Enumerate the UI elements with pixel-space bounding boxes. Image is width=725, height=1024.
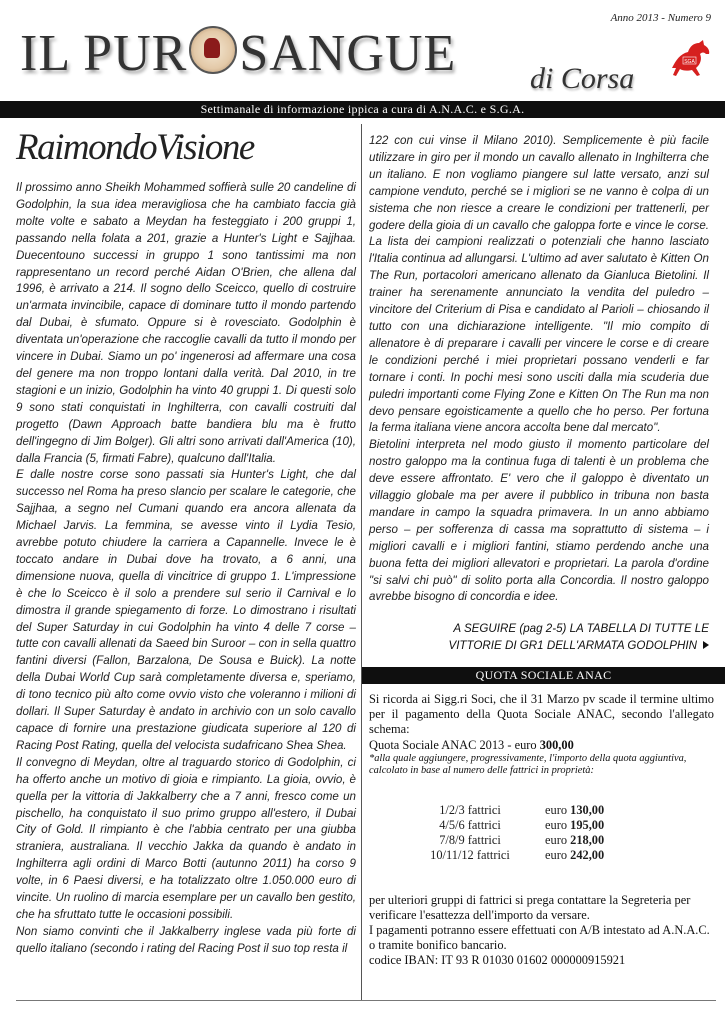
- fee-amount: 130,00: [570, 803, 605, 817]
- fee-currency: euro: [545, 833, 571, 847]
- masthead-subtitle: di Corsa: [530, 62, 635, 95]
- article-paragraph: Il convegno di Meydan, oltre al traguardo storico di Godolphin, ci ha offerto anche un motivo di gioia e rimpianto. La gioia, ovvio, è quella per la vittoria di Jakkalberry che a 7 anni, fresco come un pischello, ha conquistato il suo primo gruppo all'estero, il Dubai City of Gold. Il rimpianto è che l'abbia centrato per una giubba straniera, australiana. Il vecchio Jakka da quando è andato in Inghilterra agli ordini di Marco Botti (autunno 2011) ha corso 9 volte, in 6 Paesi diversi, e ha totalizzato oltre 1.050.000 euro di vincite. Un ruolino di marcia esemplare per un cavallo ben gestito, che ha sfruttato tutte le occasioni possibili.: [16, 755, 356, 921]
- seal-icon: [189, 26, 237, 74]
- article-right-column: [369, 133, 709, 606]
- fee-row: [395, 848, 625, 863]
- quota-footer-line: per ulteriori gruppi di fattrici si prega contattare la Segreteria per verificare l'esattezza dell'importo da versare.: [369, 893, 691, 922]
- follow-up-line-2: [369, 637, 709, 654]
- fees-table: [395, 803, 625, 863]
- header-banner: Settimanale di informazione ippica a cura di A.N.A.C. e S.G.A.: [0, 101, 725, 118]
- fee-row: [395, 818, 625, 833]
- issue-number: Anno 2013 - Numero 9: [610, 12, 711, 24]
- follow-up-line: A SEGUIRE (pag 2-5) LA TABELLA DI TUTTE LE: [453, 622, 709, 635]
- quota-price-value: 300,00: [539, 738, 574, 752]
- fee-row: [395, 803, 625, 818]
- fee-value: [545, 803, 625, 818]
- article-headline: RaimondoVisione: [16, 127, 254, 168]
- horse-logo-icon: [666, 38, 714, 78]
- article-paragraph: 122 con cui vinse il Milano 2010). Semplicemente è più facile utilizzare in giro per il mondo un cavallo allenato in Inghilterra che un italiano. E non vogliamo piangere sul latte versato, anzi sul campione venduto, perché se i migliori se ne vanno è colpa di un sistema che non riesce a creare le condizioni per trattenerli, per godere della gioia di un cavallo che galoppa forte e vince le corse. La lista dei campioni realizzati o potenziali che hanno lasciato l'Italia continua ad allungarsi. L'ultimo ad aver salutato è Kitten On The Run, portacolori americano allenato da Gianluca Bietolini. Il trainer ha serenamente annunciato la vendita del puledro – vincitore del Criterium di Pisa e candidato al Parioli – chiosando il tutto con una dichiarazione intelligente. "Il mio compito di allenatore è di preparare i cavalli per vincere le corse e di creare le condizioni perché i miei proprietari possano venderli e far tornare i conti. In pochi mesi sono usciti dalla mia scuderia due puledri importanti come Flying Zone e Kitten On The Run ma non devo pensare egoisticamente a quello che ho perso. Per fortuna la ferma italiana viene ancora accolta bene dal mercato".: [369, 134, 709, 435]
- bottom-divider: [16, 1000, 716, 1001]
- quota-title-bar: QUOTA SOCIALE ANAC: [362, 667, 725, 684]
- article-paragraph: E dalle nostre corse sono passati sia Hunter's Light, che dal successo nel Roma ha preso slancio per scalare le categorie, che Sajjhaa, a segno nel Cumani quando era ancora allenata da Michael Jarvis. La femmina, se avesse vinto il Lydia Tesio, avrebbe potuto chiudere la carriera a Capannelle. Invece le è toccato andare in Dubai dove ha trovato, a 6 anni, una dimensione nuova, quella di vincitrice di gruppo 1. L'impressione è che lo Sceicco è il solo a prendere sul serio il Carnival e lo dimostra il grande spiegamento di forze. Lo dimostrano i risultati del Super Saturday in cui Godolphin ha vinto 4 delle 7 corse – tutte con cavalli allenati da Saeed bin Suroor – con in sella quattro fantini diversi (Fallon, Barzalona, De Sousa e Buick). La notte della Dubai World Cup sarà completamente diversa e, speriamo, di tono tecnico più alto come ovvio visto che voleranno i milioni di dollari. Il Super Saturday è andato in archivio con un solo cavallo capace di fornire una prestazione giudicata superiore al 120 di Racing Post Rating, quella del velocista sudafricano Shea Shea.: [16, 468, 356, 752]
- logo-text: SGA: [684, 59, 695, 65]
- fee-row: [395, 833, 625, 848]
- masthead-title-part1: IL PUR: [20, 25, 188, 82]
- article-paragraph: Non siamo convinti che il Jakkalberry inglese vada più forte di quello italiano (secondo i rating del Racing Post il suo top resta il: [16, 924, 356, 955]
- fee-amount: 242,00: [570, 848, 605, 862]
- fee-label: 7/8/9 fattrici: [439, 833, 501, 847]
- masthead-title-part2: SANGUE: [239, 25, 457, 82]
- quota-price-label: Quota Sociale ANAC 2013 - euro: [369, 738, 540, 752]
- column-divider: [361, 124, 362, 1000]
- fee-value: [545, 848, 625, 863]
- article-paragraph: Bietolini interpreta nel modo giusto il momento particolare del nostro galoppo ma la continua fuga di talenti è un problema che deve essere affrontato. E' vero che il galoppo è diventato un villaggio globale ma per avere il pubblico in tribuna non basta mandare in campo la squadra primavera. In un anno abbiamo perso – per sofferenza di cassa ma soprattutto di sistema – i migliori cavalli e i migliori fantini, stiamo perdendo anche una buona fetta dei migliori allevatori e proprietari. La parola d'ordine "si salvi chi può" di solito porta alla Concordia. Il nostro galoppo avrebbe bisogno di concordia e idee.: [369, 438, 709, 604]
- follow-up-text: VITTORIE DI GR1 DELL'ARMATA GODOLPHIN: [448, 639, 697, 652]
- quota-footer-line: I pagamenti potranno essere effettuati con A/B intestato ad A.N.A.C. o tramite bonifico bancario.: [369, 923, 710, 952]
- quota-iban: codice IBAN: IT 93 R 01030 01602 000000915921: [369, 953, 626, 967]
- follow-up-note[interactable]: [369, 620, 709, 654]
- fee-currency: euro: [545, 818, 571, 832]
- article-paragraph: Il prossimo anno Sheikh Mohammed soffierà sulle 20 candeline di Godolphin, la sua idea meravigliosa che ha cambiato faccia già molte volte e sabato a Meydan ha festeggiato i 200 gruppi 1, passando nella folata a 201, grazie a Hunter's Light e Sajjhaa. Duecentouno successi in gruppo 1 sono tantissimi ma non rappresentano un record perché Aidan O'Brien, che allena dal 1996, è arrivato a 214. Il sogno dello Sceicco, quello di costruire un'armata invincibile, capace di dominare tutto il mondo partendo dal Dubai, è sfumato. Oppure si è rovesciato. Godolphin è diventata un'operazione che raccoglie cavalli da tutto il mondo per vincere in Dubai. Siamo un po' ingenerosi ad affermare una cosa del genere ma non troppo lontani dalla verità. Dal 2010, in tre stagioni e un inizio, Godolphin ha vinto 40 gruppi 1. Di questi solo 9 sono stati conquistati in Inghilterra, con cavalli costruiti dal progetto (Dawn Approach batte bandiera blu ma è frutto dell'ingegno di Jim Bolger). Gli altri sono arrivati dall'America (10), dalla Francia (5, firmati Fabre), qualcuno dall'Italia.: [16, 181, 356, 465]
- arrow-right-icon: [703, 641, 709, 649]
- fee-value: [545, 818, 625, 833]
- masthead-title: [20, 26, 456, 80]
- quota-price: [369, 738, 714, 753]
- fee-value: [545, 833, 625, 848]
- fee-currency: euro: [545, 848, 571, 862]
- article-left-column: [16, 180, 356, 958]
- quota-note: *alla quale aggiungere, progressivamente, l'importo della quota aggiuntiva, calcolato in base al numero delle fattrici in proprietà:: [369, 753, 687, 776]
- fee-amount: 195,00: [570, 818, 605, 832]
- fee-amount: 218,00: [570, 833, 605, 847]
- fee-label: 10/11/12 fattrici: [430, 848, 510, 862]
- fee-currency: euro: [545, 803, 571, 817]
- quota-intro: Si ricorda ai Sigg.ri Soci, che il 31 Marzo pv scade il termine ultimo per il pagamento della Quota Sociale ANAC, secondo l'allegato schema:: [369, 692, 714, 736]
- quota-footer: [369, 893, 714, 968]
- fee-label: 4/5/6 fattrici: [439, 818, 501, 832]
- fee-label: 1/2/3 fattrici: [439, 803, 501, 817]
